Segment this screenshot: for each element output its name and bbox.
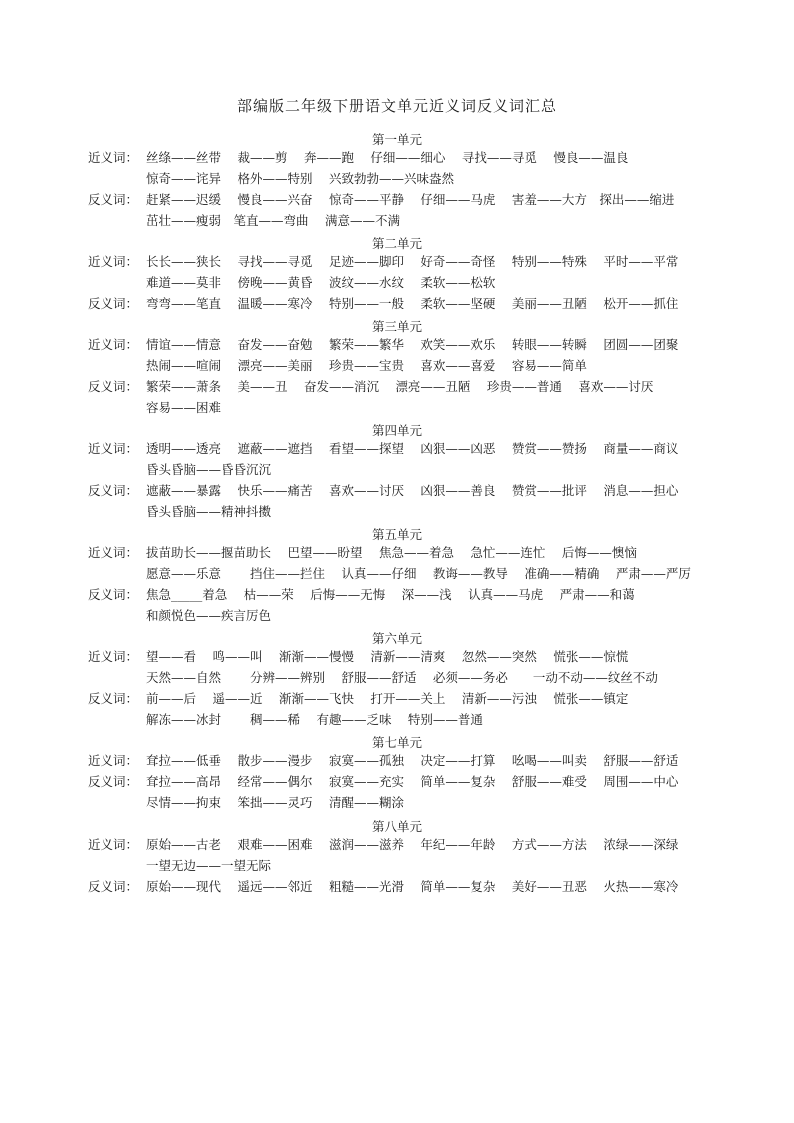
word-pair-row: [88, 751, 768, 771]
word-pair-row: [88, 273, 768, 293]
row-label: 反义词：: [88, 879, 139, 894]
word-pair-row: [88, 793, 768, 813]
word-pairs: 昏头昏脑——精神抖擞: [146, 504, 272, 519]
row-label: 近义词：: [88, 254, 139, 269]
unit-heading: 第八单元: [371, 819, 422, 834]
row-label: 近义词：: [88, 150, 139, 165]
unit-heading: 第五单元: [371, 527, 422, 542]
word-pairs: 透明——透亮 遮蔽——遮挡 看望——探望 凶狠——凶恶 赞赏——赞扬 商量——商议: [146, 441, 679, 456]
word-pairs: 一望无边——一望无际: [146, 858, 272, 873]
word-pairs: 赶紧——迟缓 慢良——兴奋 惊奇——平静 仔细——马虎 害羞——大方 探出——缩进: [146, 192, 675, 207]
word-pairs: 繁荣——萧条 美——丑 奋发——消沉 漂亮——丑陋 珍贵——普通 喜欢——讨厌: [146, 379, 654, 394]
word-pair-row: [88, 252, 768, 272]
row-label: 近义词：: [88, 837, 139, 852]
word-pairs: 昏头昏脑——昏昏沉沉: [146, 462, 272, 477]
row-label: 反义词：: [88, 379, 139, 394]
word-pair-row: [88, 543, 768, 563]
word-pairs: 解冻——冰封 稠——稀 有趣——乏味 特别——普通: [146, 712, 483, 727]
word-pair-row: [88, 377, 768, 397]
word-pair-row: [88, 647, 768, 667]
word-pair-row: [88, 877, 768, 897]
word-pair-row: [88, 190, 768, 210]
row-label: 近义词：: [88, 753, 139, 768]
word-pair-row: [88, 398, 768, 418]
row-label: 反义词：: [88, 296, 139, 311]
row-label: 反义词：: [88, 691, 139, 706]
word-pair-row: [88, 148, 768, 168]
word-pair-row: [88, 460, 768, 480]
word-pair-row: [88, 211, 768, 231]
word-pairs: 原始——现代 遥远——邻近 粗糙——光滑 简单——复杂 美好——丑恶 火热——寒冷: [146, 879, 679, 894]
unit-heading: 第三单元: [371, 319, 422, 334]
word-pairs: 丝绦——丝带 裁——剪 奔——跑 仔细——细心 寻找——寻觅 慢良——温良: [146, 150, 629, 165]
row-label: 反义词：: [88, 483, 139, 498]
unit-heading: 第二单元: [371, 236, 422, 251]
row-label: 近义词：: [88, 441, 139, 456]
word-pairs: 惊奇——诧异 格外——特别 兴致勃勃——兴味盎然: [146, 171, 454, 186]
unit-heading: 第七单元: [371, 735, 422, 750]
word-pair-row: [88, 668, 768, 688]
word-pairs: 尽情——拘束 笨拙——灵巧 清醒——糊涂: [146, 795, 404, 810]
word-pairs: 难道——莫非 傍晚——黄昏 波纹——水纹 柔软——松软: [146, 275, 496, 290]
word-pair-row: [88, 439, 768, 459]
word-pairs: 情谊——情意 奋发——奋勉 繁荣——繁华 欢笑——欢乐 转眼——转瞬 团圆——团聚: [146, 337, 679, 352]
word-pair-row: [88, 564, 768, 584]
word-pair-row: [88, 294, 768, 314]
word-pairs: 耷拉——低垂 散步——漫步 寂寞——孤独 决定——打算 吆喝——叫卖 舒服——舒适: [146, 753, 679, 768]
word-pair-row: [88, 689, 768, 709]
word-pair-row: [88, 835, 768, 855]
word-pairs: 原始——古老 艰难——困难 滋润——滋养 年纪——年龄 方式——方法 浓绿——深绿: [146, 837, 679, 852]
word-pair-row: [88, 481, 768, 501]
word-pairs: 前——后 遥——近 渐渐——飞快 打开——关上 清新——污浊 慌张——镇定: [146, 691, 629, 706]
row-label: 近义词：: [88, 337, 139, 352]
word-pair-row: [88, 606, 768, 626]
word-pair-row: [88, 502, 768, 522]
unit-heading: 第六单元: [371, 631, 422, 646]
word-pairs: 茁壮——瘦弱 笔直——弯曲 满意——不满: [146, 213, 400, 228]
word-pair-row: [88, 169, 768, 189]
row-label: 反义词：: [88, 192, 139, 207]
word-pairs: 弯弯——笔直 温暖——寒冷 特别——一般 柔软——坚硬 美丽——丑陋 松开——抓住: [146, 296, 679, 311]
unit-heading: 第四单元: [371, 423, 422, 438]
word-pairs: 长长——狭长 寻找——寻觅 足迹——脚印 好奇——奇怪 特别——特殊 平时——平常: [146, 254, 679, 269]
word-pair-row: [88, 710, 768, 730]
word-pairs: 热闹——喧闹 漂亮——美丽 珍贵——宝贵 喜欢——喜爱 容易——简单: [146, 358, 587, 373]
word-pairs: 容易——困难: [146, 400, 222, 415]
word-pair-row: [88, 356, 768, 376]
word-pair-row: [88, 585, 768, 605]
word-pairs: 焦急_____着急 枯——荣 后悔——无悔 深——浅 认真——马虎 严肃——和蔼: [146, 587, 635, 602]
row-label: 近义词：: [88, 649, 139, 664]
word-pairs: 遮蔽——暴露 快乐——痛苦 喜欢——讨厌 凶狠——善良 赞赏——批评 消息——担心: [146, 483, 679, 498]
word-pairs: 愿意——乐意 挡住——拦住 认真——仔细 教诲——教导 准确——精确 严肃——严厉: [146, 566, 691, 581]
word-pairs: 天然——自然 分辨——辨别 舒服——舒适 必须——务必 一动不动——纹丝不动: [146, 670, 658, 685]
word-pair-row: [88, 335, 768, 355]
row-label: 反义词：: [88, 587, 139, 602]
word-pairs: 和颜悦色——疾言厉色: [146, 608, 272, 623]
row-label: 反义词：: [88, 774, 139, 789]
word-pairs: 耷拉——高昂 经常——偶尔 寂寞——充实 简单——复杂 舒服——难受 周围——中心: [146, 774, 679, 789]
unit-heading: 第一单元: [371, 132, 422, 147]
page-title: 部编版二年级下册语文单元近义词反义词汇总: [236, 97, 557, 115]
word-pairs: 拔苗助长——揠苗助长 巴望——盼望 焦急——着急 急忙——连忙 后悔——懊恼: [146, 545, 637, 560]
row-label: 近义词：: [88, 545, 139, 560]
word-pairs: 望——看 鸣——叫 渐渐——慢慢 清新——清爽 忽然——突然 慌张——惊慌: [146, 649, 629, 664]
word-pair-row: [88, 772, 768, 792]
word-pair-row: [88, 856, 768, 876]
